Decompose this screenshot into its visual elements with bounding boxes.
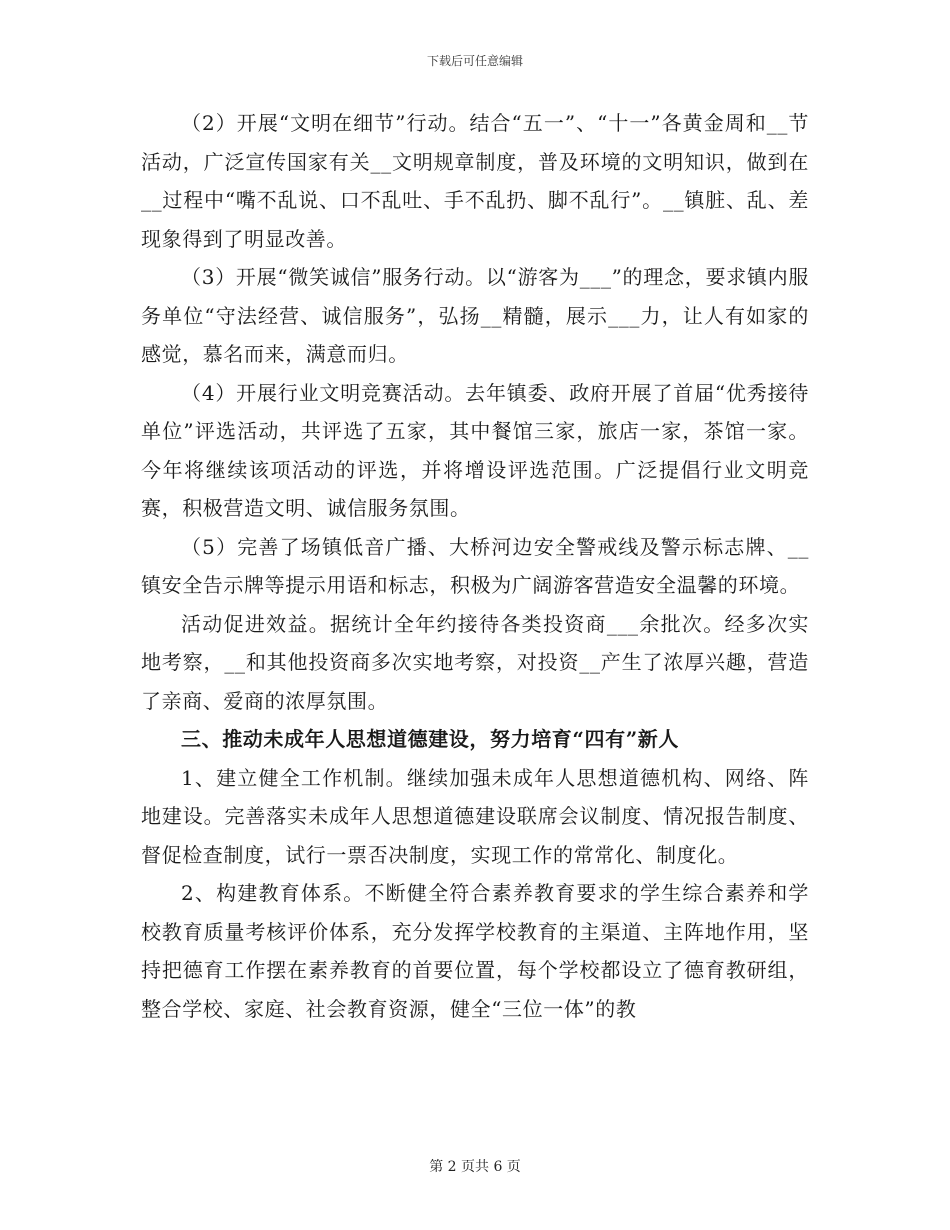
section-heading-3: 三、推动未成年人思想道德建设，努力培育“四有”新人 [181,727,680,751]
page-number: 第 2 页共 6 页 [429,1159,521,1175]
paragraph-benefits: 活动促进效益。据统计全年约接待各类投资商___余批次。经多次实地考察，__和其他投资商多次实地考察，对投资__产生了浓厚兴趣，营造了亲商、爱商的浓厚氛围。 [141,611,809,713]
paragraph-activity-2: （2）开展“文明在细节”行动。结合“五一”、“十一”各黄金周和__节活动，广泛宣传国家有关__文明规章制度，普及环境的文明知识，做到在__过程中“嘴不乱说、口不乱吐、手不乱扔、脚不乱行”。__镇脏、乱、差现象得到了明显改善。 [141,111,809,251]
paragraph-activity-5: （5）完善了场镇低音广播、大桥河边安全警戒线及警示标志牌、__镇安全告示牌等提示用语和标志，积极为广阔游客营造安全温馨的环境。 [141,534,809,597]
paragraph-activity-4: （4）开展行业文明竞赛活动。去年镇委、政府开展了首届“优秀接待单位”评选活动，共评选了五家，其中餐馆三家，旅店一家，茶馆一家。今年将继续该项活动的评选，并将增设评选范围。广泛提倡行业文明竞赛，积极营造文明、诚信服务氛围。 [141,380,809,520]
paragraph-education-system: 2、构建教育体系。不断健全符合素养教育要求的学生综合素养和学校教育质量考核评价体系，充分发挥学校教育的主渠道、主阵地作用，坚持把德育工作摆在素养教育的首要位置，每个学校都设立了德育教研组，整合学校、家庭、社会教育资源，健全“三位一体”的教 [141,881,809,1021]
document-body [141,104,809,1028]
paragraph-work-mechanism: 1、建立健全工作机制。继续加强未成年人思想道德机构、网络、阵地建设。完善落实未成年人思想道德建设联席会议制度、情况报告制度、督促检查制度，试行一票否决制度，实现工作的常常化、制度化。 [141,765,809,867]
page-header: 下载后可任意编辑 [426,54,523,68]
paragraph-activity-3: （3）开展“微笑诚信”服务行动。以“游客为___”的理念，要求镇内服务单位“守法经营、诚信服务”，弘扬__精髓，展示___力，让人有如家的感觉，慕名而来，满意而归。 [141,265,809,366]
